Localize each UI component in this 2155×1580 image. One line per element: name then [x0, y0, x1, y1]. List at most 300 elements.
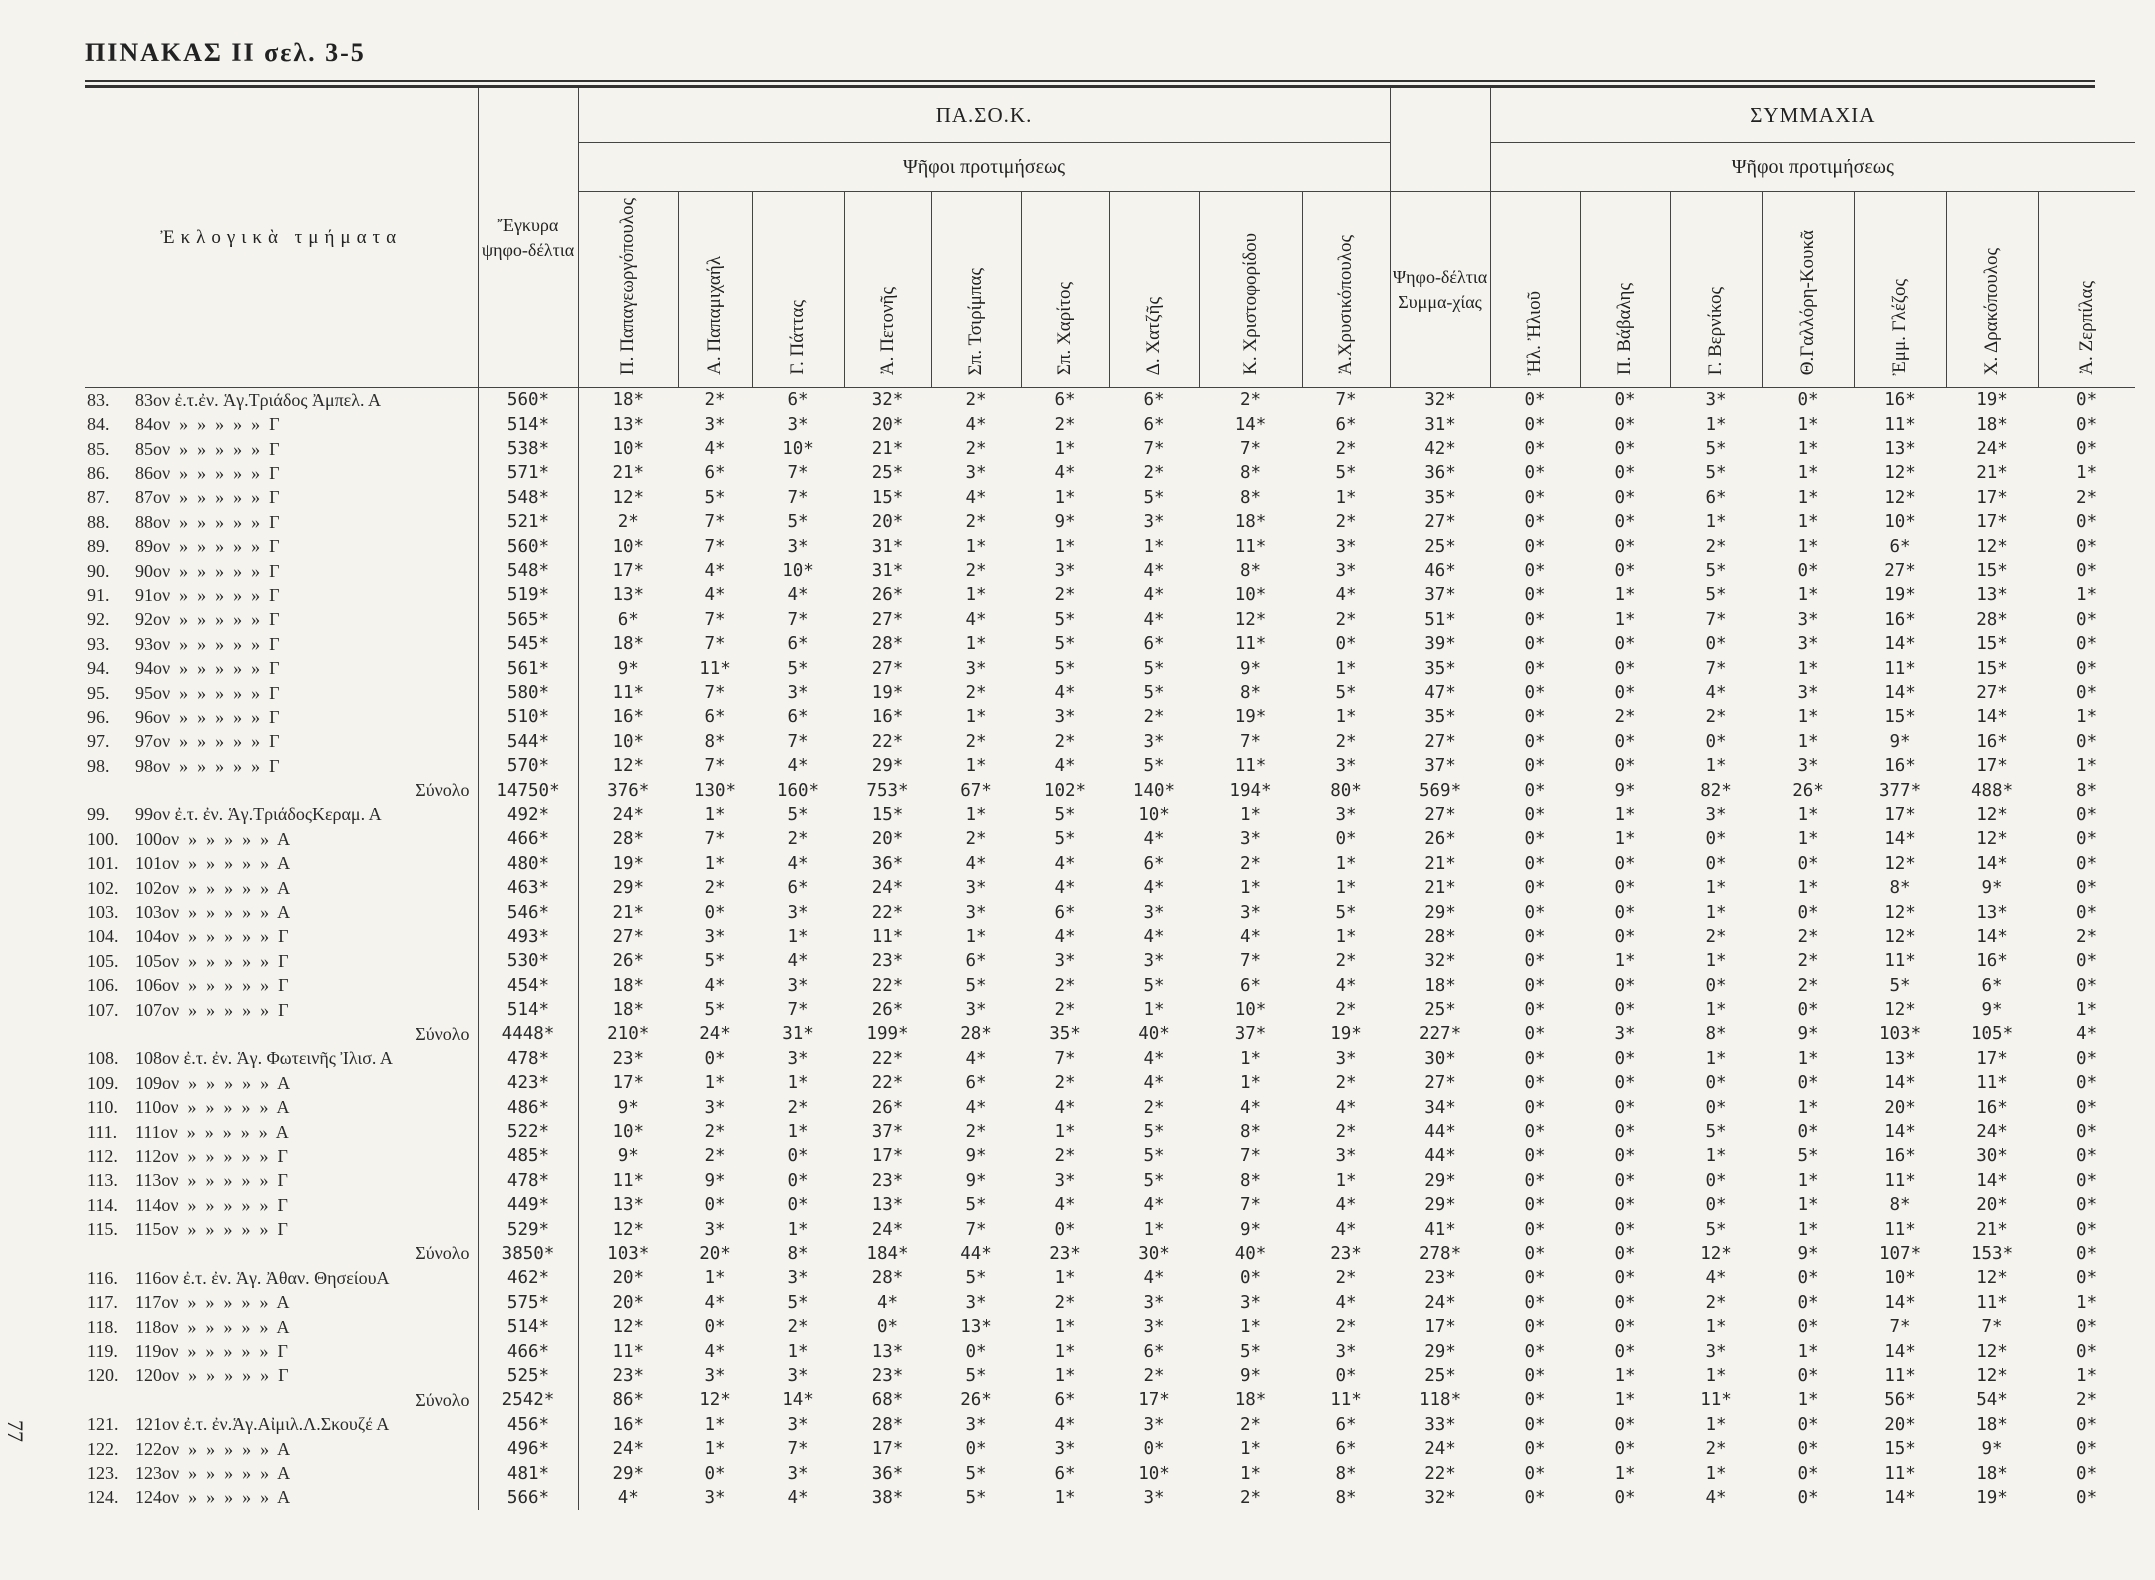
- pasok-vote-cell: 2*: [1054, 1073, 1076, 1094]
- symmaxia-vote-cell: 5*: [1889, 975, 1911, 996]
- table-row: [85, 1315, 2135, 1339]
- pasok-vote-cell: 3*: [965, 878, 987, 899]
- symmaxia-vote-cell: 0*: [2076, 1341, 2098, 1362]
- symmaxia-ballots-cell: 24*: [1424, 1439, 1456, 1460]
- symmaxia-vote-cell: 4*: [1705, 683, 1727, 703]
- pasok-vote-cell: 11*: [1330, 1390, 1362, 1411]
- pasok-vote-cell: 23*: [1049, 1243, 1081, 1264]
- pasok-vote-cell: 1*: [704, 1268, 726, 1289]
- pasok-vote-cell: 23*: [871, 951, 904, 972]
- section-name: 88ον » » » » » Γ: [135, 511, 280, 532]
- symmaxia-vote-cell: 13*: [1976, 585, 2008, 606]
- pasok-vote-cell: 0*: [704, 902, 726, 923]
- section-name: 96ον » » » » » Γ: [135, 706, 280, 727]
- valid-ballots-cell: 521*: [478, 510, 578, 534]
- symmaxia-vote-cell: 0*: [1614, 390, 1636, 411]
- symmaxia-vote-cell: 0*: [2076, 1243, 2098, 1264]
- pasok-vote-cell: 3*: [965, 658, 987, 679]
- pasok-vote-cell: 0*: [965, 1439, 987, 1460]
- row-number: 121.: [87, 1414, 119, 1435]
- symmaxia-vote-cell: 14*: [1976, 707, 2008, 728]
- symmaxia-vote-cell: 11*: [1976, 1292, 2008, 1313]
- pasok-vote-cell: 2*: [1239, 1487, 1262, 1508]
- symmaxia-vote-cell: 11*: [1884, 414, 1916, 435]
- valid-ballots-cell: 2542*: [478, 1388, 578, 1412]
- symmaxia-vote-cell: 2*: [1797, 926, 1819, 947]
- pasok-vote-cell: 4*: [965, 1048, 987, 1069]
- symmaxia-vote-cell: 1*: [1614, 609, 1636, 630]
- pasok-vote-cell: 9*: [965, 1146, 987, 1167]
- pasok-vote-cell: 7*: [787, 487, 809, 508]
- section-label: [85, 1364, 478, 1388]
- symmaxia-vote-cell: 15*: [1976, 658, 2008, 679]
- symmaxia-vote-cell: 1*: [1705, 1463, 1727, 1484]
- pasok-vote-cell: 32*: [871, 390, 904, 411]
- pasok-vote-cell: 3*: [1335, 756, 1357, 777]
- pasok-vote-cell: 5*: [1054, 634, 1076, 655]
- pasok-vote-cell: 3*: [787, 1048, 809, 1069]
- pasok-vote-cell: 3*: [787, 902, 809, 923]
- section-label: [85, 583, 478, 607]
- symmaxia-vote-cell: 0*: [1524, 439, 1546, 460]
- section-label: [85, 656, 478, 680]
- symmaxia-vote-cell: 0*: [1797, 1365, 1819, 1386]
- table-row: [85, 1169, 2135, 1193]
- symmaxia-vote-cell: 12*: [1884, 487, 1916, 508]
- symmaxia-vote-cell: 1*: [1614, 1390, 1636, 1411]
- table-row: [85, 1461, 2135, 1485]
- symmaxia-vote-cell: 0*: [1614, 536, 1636, 557]
- pasok-vote-cell: 6*: [1143, 414, 1165, 435]
- pasok-vote-cell: 3*: [1239, 829, 1262, 850]
- pasok-vote-cell: 0*: [1335, 1365, 1357, 1386]
- symmaxia-vote-cell: 1*: [1797, 658, 1819, 679]
- pasok-vote-cell: 11*: [871, 926, 904, 947]
- symmaxia-vote-cell: 6*: [1889, 536, 1911, 557]
- pasok-vote-cell: 2*: [1054, 975, 1076, 996]
- symmaxia-vote-cell: 0*: [1705, 1195, 1727, 1216]
- valid-ballots-cell: 530*: [478, 949, 578, 973]
- section-label: [85, 1071, 478, 1095]
- pasok-vote-cell: 4*: [1143, 1195, 1165, 1216]
- symmaxia-vote-cell: 153*: [1970, 1243, 2014, 1264]
- symmaxia-vote-cell: 13*: [1884, 439, 1916, 460]
- symmaxia-vote-cell: 27*: [1976, 683, 2008, 703]
- table-row: [85, 1217, 2135, 1241]
- symmaxia-ballots-cell: 29*: [1424, 902, 1456, 923]
- section-label: [85, 1315, 478, 1339]
- pasok-vote-cell: 3*: [1143, 902, 1165, 923]
- symmaxia-vote-cell: 4*: [1705, 1487, 1727, 1508]
- pasok-vote-cell: 4*: [1054, 878, 1076, 899]
- row-number: 122.: [87, 1438, 119, 1459]
- section-label: [85, 608, 478, 632]
- symmaxia-ballots-cell: 18*: [1424, 975, 1456, 996]
- symmaxia-vote-cell: 0*: [1524, 951, 1546, 972]
- total-label: Σύνολο: [415, 780, 470, 801]
- pasok-vote-cell: 20*: [871, 512, 904, 533]
- row-number: 110.: [87, 1097, 118, 1118]
- symmaxia-vote-cell: 0*: [2076, 951, 2098, 972]
- pasok-vote-cell: 5*: [1143, 975, 1165, 996]
- valid-ballots-cell: 529*: [478, 1217, 578, 1241]
- pasok-vote-cell: 11*: [1234, 634, 1267, 655]
- pasok-vote-cell: 199*: [866, 1024, 909, 1045]
- pasok-vote-cell: 1*: [704, 1073, 726, 1094]
- symmaxia-vote-cell: 3*: [1705, 390, 1727, 411]
- section-label: [85, 705, 478, 729]
- symmaxia-ballots-cell: 29*: [1424, 1195, 1456, 1216]
- row-number: 117.: [87, 1292, 118, 1313]
- symmaxia-vote-cell: 0*: [1614, 975, 1636, 996]
- symmaxia-vote-cell: 0*: [1524, 634, 1546, 655]
- pasok-vote-cell: 20*: [871, 414, 904, 435]
- symmaxia-vote-cell: 0*: [2076, 853, 2098, 874]
- symmaxia-vote-cell: 15*: [1976, 634, 2008, 655]
- pasok-vote-cell: 3*: [965, 902, 987, 923]
- row-number: 106.: [87, 975, 119, 996]
- section-name: 103ον » » » » » Α: [135, 902, 291, 923]
- symmaxia-vote-cell: 0*: [1797, 1000, 1819, 1021]
- pasok-vote-cell: 5*: [965, 1463, 987, 1484]
- pasok-vote-cell: 6*: [1335, 414, 1357, 435]
- pasok-vote-cell: 27*: [578, 925, 678, 949]
- pasok-vote-cell: 67*: [960, 780, 992, 801]
- symmaxia-vote-cell: 16*: [1884, 609, 1916, 630]
- section-label: [85, 925, 478, 949]
- symmaxia-vote-cell: 0*: [2076, 1170, 2098, 1191]
- section-label: [85, 461, 478, 485]
- section-label: [85, 827, 478, 851]
- pasok-vote-cell: 3*: [787, 414, 809, 435]
- symmaxia-vote-cell: 5*: [1705, 585, 1727, 606]
- symmaxia-vote-cell: 0*: [1524, 829, 1546, 850]
- pasok-vote-cell: 17*: [871, 1146, 904, 1167]
- symmaxia-vote-cell: 0*: [1524, 1146, 1546, 1167]
- symmaxia-vote-cell: 56*: [1884, 1390, 1916, 1411]
- pasok-vote-cell: 1*: [1335, 658, 1357, 679]
- table-body: [85, 388, 2135, 1510]
- pasok-vote-cell: 21*: [871, 439, 904, 460]
- pasok-vote-cell: 4*: [787, 1487, 809, 1508]
- section-label: [85, 1486, 478, 1510]
- table-row: [85, 1339, 2135, 1363]
- pasok-vote-cell: 26*: [871, 585, 904, 606]
- symmaxia-vote-cell: 0*: [1797, 902, 1819, 923]
- symmaxia-vote-cell: 2*: [1705, 1439, 1727, 1460]
- valid-ballots-cell: 565*: [478, 608, 578, 632]
- section-label: [85, 900, 478, 924]
- pasok-vote-cell: 15*: [871, 487, 904, 508]
- symmaxia-vote-cell: 1*: [2076, 463, 2098, 484]
- pasok-vote-cell: 1*: [1054, 1317, 1076, 1338]
- pasok-vote-cell: 28*: [578, 827, 678, 851]
- pasok-vote-cell: 40*: [1234, 1243, 1267, 1264]
- header-candidate: Θ.Γαλλόρη-Κουκᾶ: [1762, 192, 1854, 388]
- section-label: [85, 632, 478, 656]
- pasok-vote-cell: 4*: [1143, 585, 1165, 606]
- pasok-vote-cell: 20*: [578, 1266, 678, 1290]
- symmaxia-vote-cell: 2*: [2076, 926, 2098, 947]
- symmaxia-vote-cell: 17*: [1976, 487, 2008, 508]
- pasok-vote-cell: 5*: [1054, 829, 1076, 850]
- symmaxia-vote-cell: 0*: [1614, 1292, 1636, 1313]
- pasok-vote-cell: 5*: [787, 1292, 809, 1313]
- symmaxia-vote-cell: 20*: [1976, 1195, 2008, 1216]
- pasok-vote-cell: 68*: [871, 1390, 904, 1411]
- pasok-vote-cell: 4*: [1143, 1268, 1165, 1289]
- table-row: [85, 730, 2135, 754]
- pasok-vote-cell: 6*: [704, 707, 726, 728]
- symmaxia-vote-cell: 1*: [1797, 463, 1819, 484]
- symmaxia-vote-cell: 0*: [1797, 1317, 1819, 1338]
- symmaxia-vote-cell: 21*: [1976, 463, 2008, 484]
- pasok-vote-cell: 4*: [1335, 1195, 1357, 1216]
- symmaxia-vote-cell: 16*: [1884, 756, 1916, 777]
- section-name: 116ον ἐ.τ. ἐν. Ἁγ. Ἀθαν. ΘησείουΑ: [135, 1267, 390, 1288]
- table-row: [85, 754, 2135, 778]
- pasok-vote-cell: 3*: [965, 1000, 987, 1021]
- total-row: [85, 1388, 2135, 1412]
- pasok-vote-cell: 8*: [1239, 1170, 1262, 1191]
- pasok-vote-cell: 0*: [704, 1317, 726, 1338]
- row-number: 95.: [87, 682, 110, 703]
- election-results-table: [85, 88, 2135, 1510]
- pasok-vote-cell: 376*: [578, 778, 678, 802]
- pasok-vote-cell: 1*: [704, 804, 726, 825]
- symmaxia-vote-cell: 0*: [2076, 512, 2098, 533]
- section-name: 107ον » » » » » Γ: [135, 999, 289, 1020]
- pasok-vote-cell: 7*: [1239, 951, 1262, 972]
- pasok-vote-cell: 2*: [1335, 1122, 1357, 1143]
- pasok-vote-cell: 2*: [704, 390, 726, 411]
- pasok-vote-cell: 13*: [578, 413, 678, 437]
- pasok-vote-cell: 8*: [704, 731, 726, 752]
- pasok-vote-cell: 8*: [1335, 1463, 1357, 1484]
- pasok-vote-cell: 11*: [578, 681, 678, 705]
- valid-ballots-cell: 561*: [478, 656, 578, 680]
- pasok-vote-cell: 0*: [876, 1317, 899, 1338]
- pasok-vote-cell: 7*: [1239, 731, 1262, 752]
- symmaxia-vote-cell: 0*: [2076, 902, 2098, 923]
- row-number: 107.: [87, 999, 119, 1020]
- symmaxia-vote-cell: 0*: [1797, 1268, 1819, 1289]
- symmaxia-vote-cell: 0*: [2076, 1439, 2098, 1460]
- section-label: [85, 1144, 478, 1168]
- pasok-vote-cell: 17*: [871, 1439, 904, 1460]
- pasok-vote-cell: 2*: [1143, 463, 1165, 484]
- pasok-vote-cell: 44*: [960, 1243, 992, 1264]
- symmaxia-ballots-cell: 35*: [1424, 658, 1456, 679]
- section-name: 89ον » » » » » Γ: [135, 536, 280, 557]
- section-name: 106ον » » » » » Γ: [135, 975, 289, 996]
- pasok-vote-cell: 5*: [704, 1000, 726, 1021]
- section-label: [85, 949, 478, 973]
- symmaxia-vote-cell: 11*: [1884, 1463, 1916, 1484]
- valid-ballots-cell: 580*: [478, 681, 578, 705]
- pasok-vote-cell: 3*: [704, 1097, 726, 1118]
- symmaxia-vote-cell: 30*: [1976, 1146, 2008, 1167]
- header-candidate: Ἀ. Πετονῆς: [844, 192, 931, 388]
- symmaxia-ballots-cell: 24*: [1424, 1292, 1456, 1313]
- pasok-vote-cell: 4*: [1143, 829, 1165, 850]
- symmaxia-vote-cell: 0*: [2076, 1463, 2098, 1484]
- symmaxia-vote-cell: 0*: [1524, 1195, 1546, 1216]
- symmaxia-vote-cell: 7*: [1889, 1317, 1911, 1338]
- pasok-vote-cell: 3*: [1335, 1146, 1357, 1167]
- pasok-vote-cell: 4*: [1054, 1195, 1076, 1216]
- valid-ballots-cell: 548*: [478, 559, 578, 583]
- table-row: [85, 1120, 2135, 1144]
- symmaxia-vote-cell: 0*: [1705, 975, 1727, 996]
- symmaxia-vote-cell: 0*: [1524, 609, 1546, 630]
- valid-ballots-cell: 545*: [478, 632, 578, 656]
- valid-ballots-cell: 546*: [478, 900, 578, 924]
- symmaxia-vote-cell: 1*: [2076, 756, 2098, 777]
- symmaxia-ballots-cell: 227*: [1418, 1024, 1462, 1045]
- symmaxia-vote-cell: 0*: [1524, 536, 1546, 557]
- pasok-vote-cell: 8*: [1239, 683, 1262, 703]
- pasok-vote-cell: 7*: [704, 634, 726, 655]
- symmaxia-vote-cell: 1*: [1797, 1219, 1819, 1240]
- row-number: 84.: [87, 414, 110, 435]
- symmaxia-vote-cell: 0*: [2076, 1195, 2098, 1216]
- valid-ballots-cell: 3850*: [478, 1242, 578, 1266]
- row-number: 99.: [87, 804, 110, 825]
- pasok-vote-cell: 10*: [1138, 1463, 1170, 1484]
- pasok-vote-cell: 1*: [787, 1073, 809, 1094]
- symmaxia-vote-cell: 0*: [1524, 878, 1546, 899]
- table-row: [85, 1047, 2135, 1071]
- pasok-vote-cell: 13*: [578, 583, 678, 607]
- symmaxia-vote-cell: 0*: [1797, 1463, 1819, 1484]
- symmaxia-vote-cell: 24*: [1976, 1122, 2008, 1143]
- valid-ballots-cell: 485*: [478, 1144, 578, 1168]
- symmaxia-vote-cell: 0*: [2076, 683, 2098, 703]
- symmaxia-vote-cell: 12*: [1884, 926, 1916, 947]
- pasok-vote-cell: 16*: [578, 1413, 678, 1437]
- symmaxia-vote-cell: 9*: [1981, 878, 2003, 899]
- section-name: 124ον » » » » » Α: [135, 1487, 291, 1508]
- pasok-vote-cell: 4*: [1054, 926, 1076, 947]
- pasok-vote-cell: 23*: [871, 1170, 904, 1191]
- pasok-vote-cell: 3*: [1143, 512, 1165, 533]
- pasok-vote-cell: 2*: [1335, 609, 1357, 630]
- table-row: [85, 1266, 2135, 1290]
- pasok-vote-cell: 1*: [1054, 1341, 1076, 1362]
- pasok-vote-cell: 36*: [871, 1463, 904, 1484]
- pasok-vote-cell: 1*: [965, 707, 987, 728]
- section-label: [85, 1461, 478, 1485]
- section-name: 101ον » » » » » Α: [135, 853, 291, 874]
- symmaxia-vote-cell: 1*: [1797, 878, 1819, 899]
- pasok-vote-cell: 2*: [1143, 1097, 1165, 1118]
- table-row: [85, 486, 2135, 510]
- pasok-vote-cell: 3*: [1335, 1048, 1357, 1069]
- symmaxia-vote-cell: 6*: [1981, 975, 2003, 996]
- symmaxia-vote-cell: 0*: [2076, 1487, 2098, 1508]
- symmaxia-vote-cell: 12*: [1976, 804, 2008, 825]
- row-number: 90.: [87, 560, 110, 581]
- table-row: [85, 1486, 2135, 1510]
- header-candidate: Ἐμμ. Γλέζος: [1854, 192, 1946, 388]
- symmaxia-vote-cell: 0*: [1614, 756, 1636, 777]
- section-name: 100ον » » » » » Α: [135, 828, 291, 849]
- pasok-vote-cell: 28*: [960, 1024, 992, 1045]
- row-number: 116.: [87, 1267, 118, 1288]
- pasok-vote-cell: 2*: [704, 1122, 726, 1143]
- pasok-vote-cell: 1*: [704, 1414, 726, 1435]
- symmaxia-vote-cell: 1*: [2076, 585, 2098, 606]
- symmaxia-vote-cell: 0*: [1614, 1048, 1636, 1069]
- pasok-vote-cell: 10*: [578, 437, 678, 461]
- symmaxia-vote-cell: 0*: [1614, 1414, 1636, 1435]
- pasok-vote-cell: 29*: [871, 756, 904, 777]
- pasok-vote-cell: 24*: [578, 1437, 678, 1461]
- pasok-vote-cell: 86*: [578, 1388, 678, 1412]
- row-number: 87.: [87, 487, 110, 508]
- symmaxia-vote-cell: 1*: [1705, 512, 1727, 533]
- pasok-vote-cell: 7*: [787, 1439, 809, 1460]
- pasok-vote-cell: 1*: [1335, 487, 1357, 508]
- row-number: 124.: [87, 1487, 119, 1508]
- header-row-sections: Ἐκλογικὰ τμήματα: [85, 88, 478, 388]
- pasok-vote-cell: 29*: [578, 1461, 678, 1485]
- symmaxia-vote-cell: 0*: [1524, 975, 1546, 996]
- symmaxia-vote-cell: 377*: [1878, 780, 1922, 801]
- pasok-vote-cell: 1*: [1054, 487, 1076, 508]
- pasok-vote-cell: 31*: [871, 561, 904, 582]
- valid-ballots-cell: 481*: [478, 1461, 578, 1485]
- pasok-vote-cell: 7*: [965, 1219, 987, 1240]
- pasok-vote-cell: 9*: [1054, 512, 1076, 533]
- header-candidate: Ἠλ. Ἠλιοῦ: [1490, 192, 1580, 388]
- pasok-vote-cell: 3*: [1054, 1439, 1076, 1460]
- section-name: 123ον » » » » » Α: [135, 1463, 291, 1483]
- symmaxia-vote-cell: 12*: [1884, 1000, 1916, 1021]
- pasok-vote-cell: 37*: [871, 1122, 904, 1143]
- symmaxia-vote-cell: 1*: [1797, 487, 1819, 508]
- symmaxia-vote-cell: 0*: [1614, 1219, 1636, 1240]
- symmaxia-vote-cell: 0*: [2076, 634, 2098, 655]
- section-label: [85, 486, 478, 510]
- symmaxia-vote-cell: 0*: [1614, 1097, 1636, 1118]
- pasok-vote-cell: 1*: [1054, 439, 1076, 460]
- pasok-vote-cell: 5*: [965, 1365, 987, 1386]
- symmaxia-vote-cell: 12*: [1884, 902, 1916, 923]
- pasok-vote-cell: 6*: [1054, 1463, 1076, 1484]
- symmaxia-vote-cell: 1*: [1797, 1097, 1819, 1118]
- row-number: 101.: [87, 853, 119, 874]
- pasok-vote-cell: 1*: [1054, 1268, 1076, 1289]
- symmaxia-vote-cell: 1*: [1797, 829, 1819, 850]
- row-number: 93.: [87, 633, 110, 654]
- pasok-vote-cell: 25*: [871, 463, 904, 484]
- valid-ballots-cell: 510*: [478, 705, 578, 729]
- pasok-vote-cell: 24*: [578, 803, 678, 827]
- symmaxia-vote-cell: 1*: [1705, 951, 1727, 972]
- pasok-vote-cell: 5*: [704, 487, 726, 508]
- pasok-vote-cell: 4*: [704, 1292, 726, 1313]
- section-name: 86ον » » » » » Γ: [135, 462, 280, 483]
- pasok-vote-cell: 23*: [578, 1364, 678, 1388]
- valid-ballots-cell: 560*: [478, 388, 578, 413]
- symmaxia-vote-cell: 103*: [1878, 1024, 1922, 1045]
- symmaxia-vote-cell: 0*: [2076, 975, 2098, 996]
- symmaxia-vote-cell: 1*: [1797, 731, 1819, 752]
- pasok-vote-cell: 0*: [1143, 1439, 1165, 1460]
- pasok-vote-cell: 3*: [1143, 951, 1165, 972]
